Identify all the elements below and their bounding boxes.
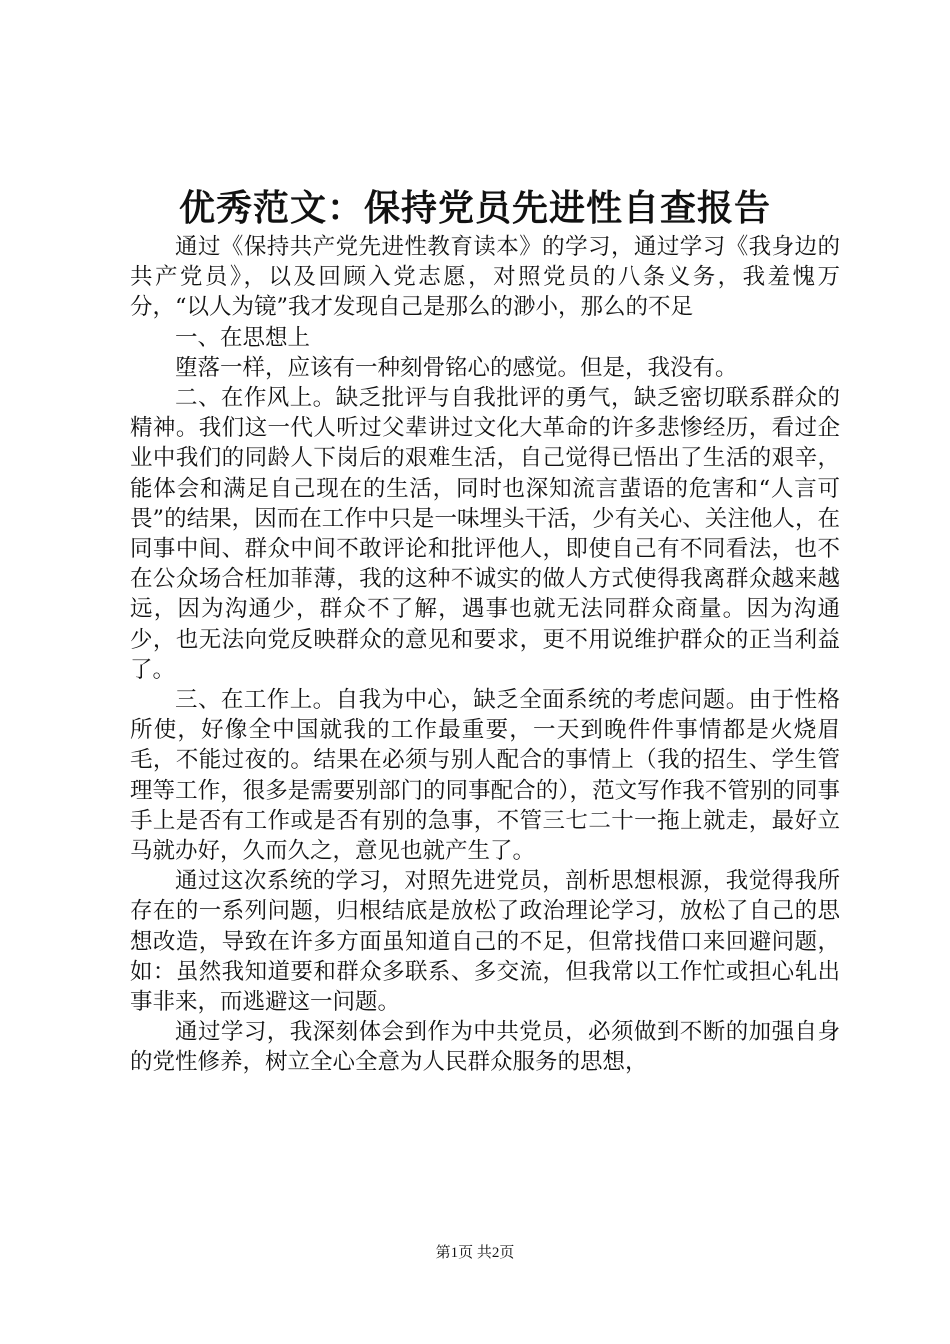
- heading-thought: 一、在思想上: [175, 324, 311, 351]
- paragraph-reflection: 通过这次系统的学习，对照先进党员，剖析思想根源，我觉得我所存在的一系列问题，归根结底是放松了政治理论学习，放松了自己的思想改造，导致在许多方面虽知道自己的不足，但常找借口来回避问题，如：虽然我知道要和群众多联系、多交流，但我常以工作忙或担心轧出事非来，而逃避这一问题。: [130, 868, 840, 1016]
- document-title: 优秀范文：保持党员先进性自查报告: [178, 187, 771, 229]
- paragraph-fragment: 堕落一样，应该有一种刻骨铭心的感觉。但是，我没有。: [175, 354, 738, 381]
- paragraph-intro: 通过《保持共产党先进性教育读本》的学习，通过学习《我身边的共产党员》，以及回顾入党志愿，对照党员的八条义务，我羞愧万分，“以人为镜”我才发现自己是那么的渺小，那么的不足: [130, 234, 840, 321]
- document-body: [130, 232, 840, 1078]
- paragraph-conclusion: 通过学习，我深刻体会到作为中共党员，必须做到不断的加强自身的党性修养，树立全心全意为人民群众服务的思想，: [130, 1019, 840, 1076]
- paragraph-work-style: 二、在作风上。缺乏批评与自我批评的勇气，缺乏密切联系群众的精神。我们这一代人听过父辈讲过文化大革命的许多悲惨经历，看过企业中我们的同龄人下岗后的艰难生活，自己觉得已悟出了生活的艰辛，能体会和满足自己现在的生活，同时也深知流言蜚语的危害和“人言可畏”的结果，因而在工作中只是一味埋头干活，少有关心、关注他人，在同事中间、群众中间不敢评论和批评他人，即使自己有不同看法，也不在公众场合枉加菲薄，我的这种不诚实的做人方式使得我离群众越来越远，因为沟通少，群众不了解，遇事也就无法同群众商量。因为沟通少，也无法向党反映群众的意见和要求，更不用说维护群众的正当利益了。: [130, 385, 840, 683]
- paragraph-work: 三、在工作上。自我为中心，缺乏全面系统的考虑问题。由于性格所使，好像全中国就我的工作最重要，一天到晚件件事情都是火烧眉毛，不能过夜的。结果在必须与别人配合的事情上（我的招生、学生管理等工作，很多是需要别部门的同事配合的），范文写作我不管别的同事手上是否有工作或是否有别的急事，不管三七二十一拖上就走，最好立马就办好，久而久之，意见也就产生了。: [130, 687, 840, 865]
- page-footer: 第1页 共2页: [435, 1245, 515, 1261]
